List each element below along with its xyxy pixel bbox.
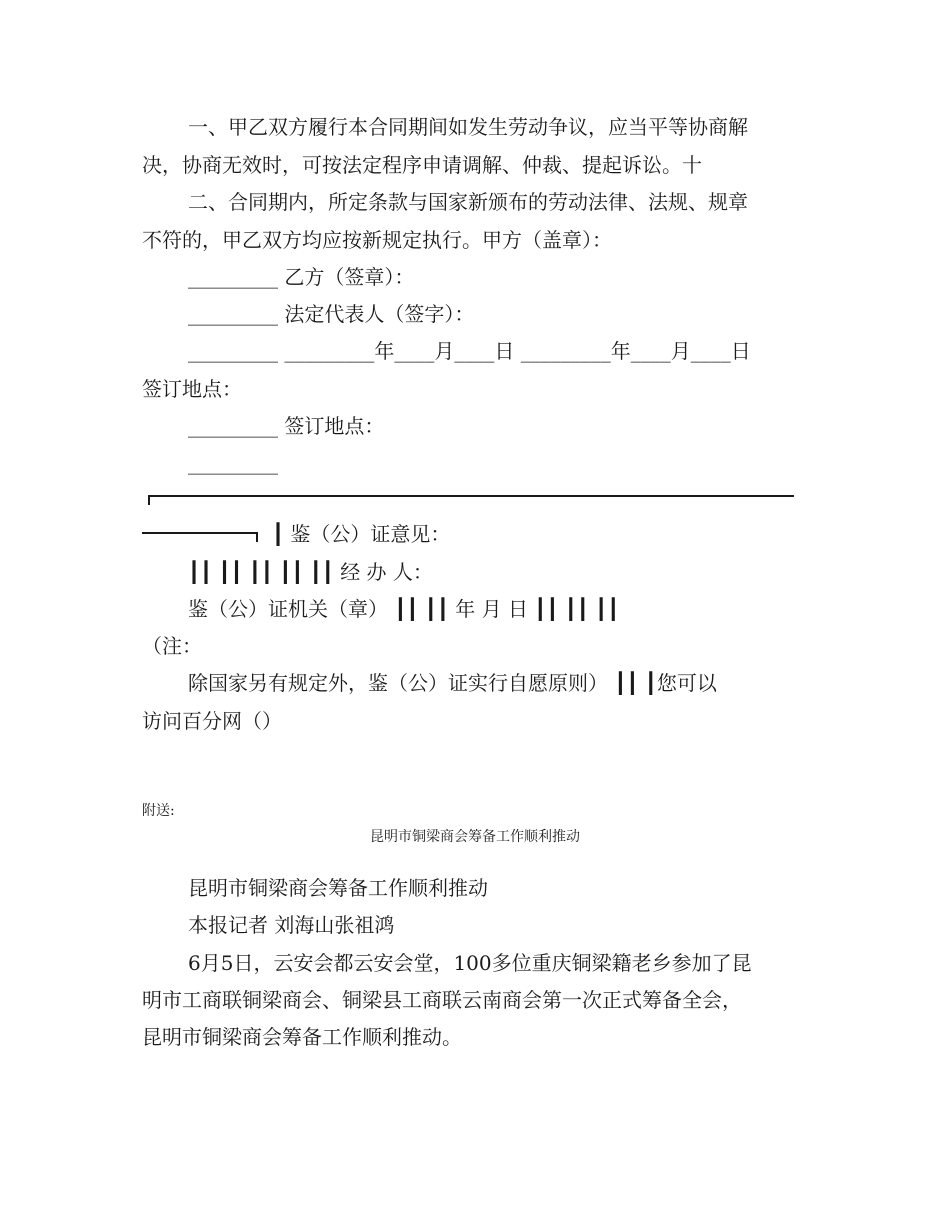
clause1-line2: 决，协商无效时，可按法定程序申请调解、仲裁、提起诉讼。十: [142, 153, 702, 177]
notary-office-line: 鉴（公）证机关（章） ┃┃ ┃┃ 年 月 日 ┃┃ ┃┃ ┃┃: [188, 597, 620, 621]
party-b-signature-line: _________ 乙方（签章）：: [188, 265, 415, 289]
notary-box-lower-border: [142, 532, 256, 534]
blank-signature-line: _________: [188, 451, 278, 475]
notary-box-lower-corner: [256, 532, 258, 542]
clause1-line1: 一、甲乙双方履行本合同期间如发生劳动争议，应当平等协商解: [188, 115, 748, 139]
notary-note-tail: 访问百分网（）: [142, 709, 282, 733]
article-body-line2: 明市工商联铜梁商会、铜梁县工商联云南商会第一次正式筹备全会，: [142, 988, 742, 1012]
signing-place-line: _________ 签订地点：: [188, 414, 385, 438]
article-byline: 本报记者 刘海山张祖鸿: [188, 913, 395, 937]
notary-note-body: 除国家另有规定外，鉴（公）证实行自愿原则） ┃┃ ┃您可以: [188, 671, 717, 695]
notary-handler-line: ┃┃ ┃┃ ┃┃ ┃┃ ┃┃ 经 办 人：: [188, 560, 433, 584]
signing-dates-line: _________ _________年____月____日 _________年____月____日: [188, 339, 751, 363]
appendix-label: 附送:: [142, 803, 175, 819]
notary-note-open: （注：: [142, 634, 202, 658]
article-body-line1: 6月5日，云安会都云安会堂，100多位重庆铜梁籍老乡参加了昆: [188, 951, 752, 975]
appendix-title: 昆明市铜梁商会筹备工作顺利推动: [370, 829, 580, 845]
clause2-line1: 二、合同期内，所定条款与国家新颁布的劳动法律、法规、规章: [188, 190, 748, 214]
article-body-line3: 昆明市铜梁商会筹备工作顺利推动。: [142, 1025, 462, 1049]
clause2-line2: 不符的，甲乙双方均应按新规定执行。甲方（盖章）：: [142, 228, 612, 252]
article-headline: 昆明市铜梁商会筹备工作顺利推动: [188, 876, 488, 900]
notary-box-top-border: [148, 495, 794, 497]
signing-place-label: 签订地点：: [142, 377, 242, 401]
notary-box-top-corner: [148, 495, 150, 505]
notary-opinion-label: ┃ 鉴（公）证意见：: [272, 522, 451, 546]
legal-representative-line: _________ 法定代表人（签字）：: [188, 302, 475, 326]
